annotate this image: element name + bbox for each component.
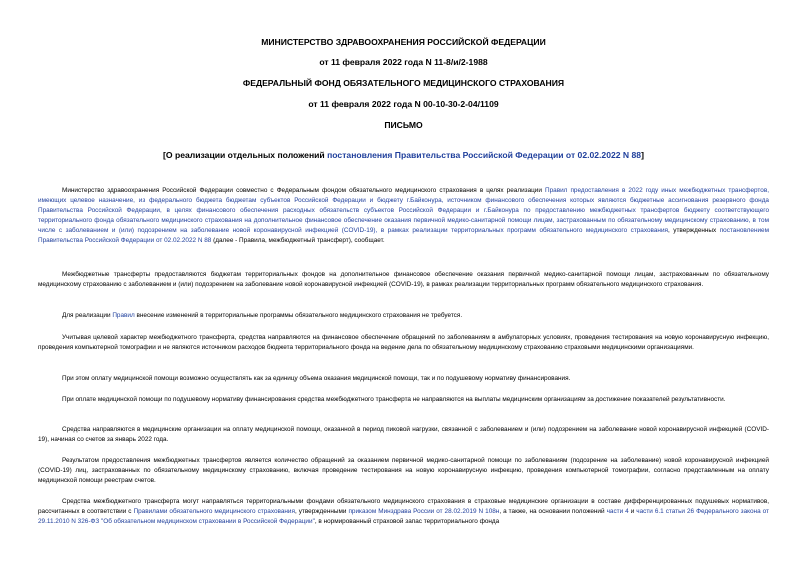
document-subject	[0, 150, 807, 160]
paragraph-6	[38, 395, 769, 405]
paragraph-9	[38, 497, 769, 527]
paragraph-text: Министерство здравоохранения Российской Федерации совместно с Федеральным фондом обязательного медицинского страхования в целях реализации	[62, 187, 545, 194]
rules-short-link[interactable]: Правил	[112, 312, 135, 319]
paragraph-4	[38, 333, 769, 353]
paragraph-5	[38, 374, 769, 384]
paragraph-text: Межбюджетные трансферты предоставляются бюджетам территориальных фондов на дополнительное финансовое обеспечение оказания первичной медико-санитарной помощи лицам, застрахованным по обязательному медицинскому страхованию с заболеванием и (или) подозрением на заболевание новой коронавирусной инфекцией (COVID-19), в рамках реализации территориальных программ обязательного медицинского страхования.	[38, 271, 769, 288]
paragraph-text: , утвержденными	[294, 508, 349, 515]
paragraph-8	[38, 456, 769, 486]
federal-law-link[interactable]: части 6.1 статьи 26 Федерального закона от 29.11.2010 N 326-ФЗ "Об обязательном медицинском страховании в Российской Федерации"	[38, 508, 769, 525]
paragraph-text: При этом оплату медицинской помощи возможно осуществлять как за единицу объема оказания медицинской помощи, так и по подушевому нормативу финансирования.	[62, 375, 571, 382]
paragraph-text: , а также, на основании положений	[499, 508, 607, 515]
paragraph-text: , утвержденных	[667, 227, 720, 234]
paragraph-text: Для реализации	[62, 312, 113, 319]
paragraph-text: , в нормированный страховой запас территориального фонда	[314, 518, 500, 525]
paragraph-text: При оплате медицинской помощи по подушевому нормативу финансирования средства межбюджетного трансферта не направляются на выплаты медицинским организациям за достижение показателей результативности.	[62, 396, 726, 403]
paragraph-text: внесение изменений в территориальные программы обязательного медицинского страхования не требуется.	[134, 312, 463, 319]
paragraph-2	[38, 270, 769, 290]
subject-suffix: ]	[641, 150, 644, 160]
subject-prefix: [О реализации отдельных положений	[163, 150, 328, 160]
paragraph-1	[38, 186, 769, 246]
resolution-link[interactable]: постановлением Правительства Российской Федерации от 02.02.2022 N 88	[38, 227, 769, 244]
ministry-title: МИНИСТЕРСТВО ЗДРАВООХРАНЕНИЯ РОССИЙСКОЙ ФЕДЕРАЦИИ	[261, 37, 546, 47]
rules-link[interactable]: Правил предоставления в 2022 году иных межбюджетных трансфертов, имеющих целевое назначение, из федерального бюджета бюджетам субъектов Российской Федерации и бюджету г.Байконура, источником финансового обеспечения которых являются бюджетные ассигнования резервного фонда Правительства Российской Федерации, в целях финансового обеспечения расходных обязательств субъектов Российской Федерации и г.Байконура по предоставлению межбюджетных трансфертов бюджету соответствующего территориального фонда обязательного медицинского страхования на дополнительное финансовое обеспечение оказания первичной медико-санитарной помощи лицам, застрахованным по обязательному медицинскому страхованию, в том числе с заболеванием и (или) подозрением на заболевание новой коронавирусной инфекцией (COVID-19), в рамках реализации территориальных программ обязательного медицинского страхования	[38, 187, 769, 234]
subject-resolution-link[interactable]: постановления Правительства Российской Федерации от 02.02.2022 N 88	[327, 150, 642, 160]
oms-rules-link[interactable]: Правилами обязательного медицинского страхования	[133, 508, 295, 515]
paragraph-text: Средства межбюджетного трансферта могут направляться территориальными фондами обязательного медицинского страхования в страховые медицинские организации в составе дифференцированных подушевых нормативов, рассчитанных в соответствии с	[38, 498, 769, 515]
paragraph-text: (далее - Правила, межбюджетный трансферт), сообщает.	[211, 237, 385, 244]
ministry-reference: от 11 февраля 2022 года N 11-8/и/2-1988	[319, 57, 488, 67]
paragraph-text: Учитывая целевой характер межбюджетного трансферта, средства направляются на финансовое обеспечение обращений по заболеваниям в амбулаторных условиях, проведения тестирования на новую коронавирусную инфекцию, проведения компьютерной томографии и не являются источником расходов бюджета территориального фонда на ведение дела по обязательному медицинскому страхованию страховыми медицинскими организациями.	[38, 334, 769, 351]
fund-reference: от 11 февраля 2022 года N 00-10-30-2-04/1109	[308, 99, 499, 109]
paragraph-3	[38, 311, 769, 321]
paragraph-text: Результатом предоставления межбюджетных трансфертов является количество обращений за оказанием первичной медико-санитарной помощи по заболеваниям (подозрение на заболевание) новой коронавирусной инфекцией (COVID-19) лиц, застрахованных по обязательному медицинскому страхованию, включая проведение тестирования на новую коронавирусную инфекцию, проведения компьютерной томографии, согласно представленным на оплату медицинской помощи реестрам счетов.	[38, 457, 769, 484]
part-4-link[interactable]: части 4	[606, 508, 629, 515]
paragraph-text: и	[628, 508, 637, 515]
fund-title: ФЕДЕРАЛЬНЫЙ ФОНД ОБЯЗАТЕЛЬНОГО МЕДИЦИНСКОГО СТРАХОВАНИЯ	[242, 78, 565, 88]
document-type: ПИСЬМО	[384, 120, 423, 130]
order-108n-link[interactable]: приказом Минздрава России от 28.02.2019 N 108н	[348, 508, 500, 515]
paragraph-7	[38, 425, 769, 445]
paragraph-text: Средства направляются в медицинские организации на оплату медицинской помощи, оказанной в период пиковой нагрузки, связанной с заболеванием и (или) подозрением на заболевание новой коронавирусной инфекцией (COVID-19), начиная со счетов за январь 2022 года.	[38, 426, 769, 443]
